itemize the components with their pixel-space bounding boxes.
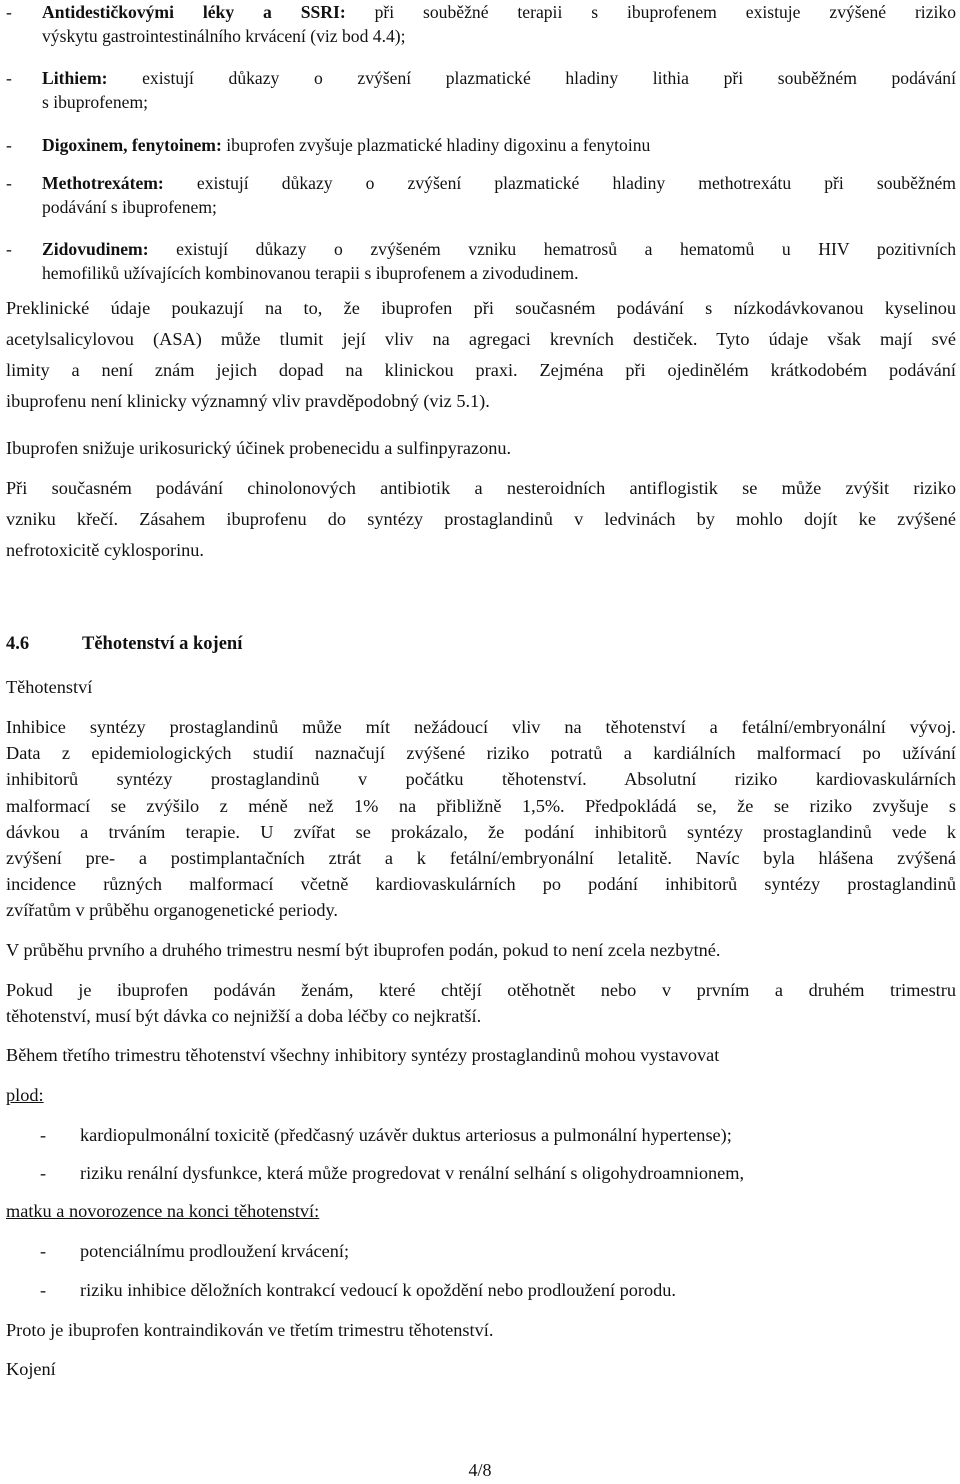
text-line: ibuprofenu není klinicky významný vliv pravděpodobný (viz 5.1). — [6, 391, 490, 411]
paragraph-pregnancy-1 — [6, 714, 956, 924]
text-line: Během třetího trimestru těhotenství všechny inhibitory syntézy prostaglandinů mohou vystavovat — [6, 1045, 720, 1065]
paragraph-contraindication — [6, 1317, 956, 1343]
text-line: zvířatům v průběhu organogenetické periody. — [6, 900, 338, 921]
list-item-text: potenciálnímu prodloužení krvácení; — [80, 1241, 350, 1261]
interaction-item-zidovudine — [6, 237, 956, 285]
text-line: Při současném podávání chinolonových antibiotik a nesteroidních antiflogistik se může zvýšit riziko — [6, 478, 956, 498]
interaction-line: podávání s ibuprofenem; — [42, 197, 217, 217]
text-line: Inhibice syntézy prostaglandinů může mít nežádoucí vliv na těhotenství a fetální/embryonální vývoj. — [6, 717, 956, 737]
text-line: malformací se zvýšilo z méně než 1% na přibližně 1,5%. Předpokládá se, že se riziko zvyšuje s — [6, 795, 956, 816]
subheading-pregnancy — [6, 674, 956, 700]
text-line: acetylsalicylovou (ASA) může tlumit její vliv na agregaci krevních destiček. Tyto údaje však mají své — [6, 329, 956, 349]
text-line: těhotenství, musí být dávka co nejnižší a doba léčby co nejkratší. — [6, 1006, 482, 1026]
label-mother — [6, 1198, 956, 1224]
text-line: vzniku křečí. Zásahem ibuprofenu do syntézy prostaglandinů v ledvinách by mohlo dojít ke zvýšené — [6, 509, 956, 529]
interaction-line — [42, 66, 956, 90]
list-dash: - — [6, 135, 12, 155]
text-line: Preklinické údaje poukazují na to, že ibuprofen při současném podávání s nízkodávkovanou kyselinou — [6, 298, 956, 318]
text-line: zvýšení pre- a postimplantačních ztrát a k fetální/embryonální letalitě. Navíc byla hlášena zvýšená — [6, 848, 956, 869]
interaction-name: Zidovudinem: — [42, 239, 149, 259]
list-dash: - — [6, 173, 12, 193]
interaction-item-methotrexate — [6, 171, 956, 219]
subheading-text: Kojení — [6, 1359, 56, 1379]
interaction-item-digoxin — [6, 133, 956, 157]
text-line: inhibitorů syntézy prostaglandinů v počátku těhotenství. Absolutní riziko kardiovaskulárních — [6, 769, 956, 790]
section-heading — [6, 634, 242, 655]
list-item-text: riziku renální dysfunkce, která může progredovat v renální selhání s oligohydroamnionem, — [80, 1163, 745, 1183]
list-dash: - — [6, 239, 12, 259]
interaction-line: s ibuprofenem; — [42, 92, 149, 112]
text-line: limity a není znám jejich dopad na klinickou praxi. Zejména při ojedinělém krátkodobém podávání — [6, 360, 956, 380]
interaction-name: Digoxinem, fenytoinem: — [42, 135, 222, 155]
paragraph-probenecid — [6, 433, 956, 464]
text-line: Proto je ibuprofen kontraindikován ve třetím trimestru těhotenství. — [6, 1320, 494, 1340]
interaction-line — [42, 237, 956, 261]
interaction-text: při souběžné terapii s ibuprofenem existuje zvýšené riziko — [345, 2, 956, 22]
section-number: 4.6 — [6, 634, 30, 654]
text-line: incidence různých malformací včetně kardiovaskulárních po podání inhibitorů syntézy prostaglandinů — [6, 874, 956, 895]
interaction-text: ibuprofen zvyšuje plazmatické hladiny digoxinu a fenytoinu — [221, 135, 651, 155]
paragraph-quinolone — [6, 473, 956, 566]
interaction-text: existují důkazy o zvýšení plazmatické hladiny lithia při souběžném podávání — [107, 68, 956, 88]
list-dash: - — [40, 1280, 47, 1300]
list-dash: - — [6, 68, 12, 88]
section-title: Těhotenství a kojení — [82, 634, 243, 654]
interaction-text: existují důkazy o zvýšení plazmatické hladiny methotrexátu při souběžném — [163, 173, 956, 193]
interaction-line — [42, 0, 956, 24]
paragraph-third-trimester — [6, 1042, 956, 1068]
subheading-text: Těhotenství — [6, 677, 93, 697]
list-dash: - — [6, 2, 12, 22]
paragraph-pregnancy-2 — [6, 937, 956, 963]
text-line: nefrotoxicitě cyklosporinu. — [6, 540, 204, 560]
mother-label: matku a novorozence na konci těhotenství: — [6, 1201, 320, 1221]
text-line: Ibuprofen snižuje urikosurický účinek probenecidu a sulfinpyrazonu. — [6, 438, 512, 458]
fetus-label: plod: — [6, 1085, 44, 1105]
list-item-text: kardiopulmonální toxicitě (předčasný uzávěr duktus arteriosus a pulmonální hypertense); — [80, 1125, 732, 1145]
list-dash: - — [40, 1125, 47, 1145]
text-line: dávkou a trváním terapie. U zvířat se prokázalo, že podání inhibitorů syntézy prostaglandinů vede k — [6, 821, 956, 842]
interaction-name: Antidestičkovými léky a SSRI: — [42, 2, 346, 22]
interaction-name: Lithiem: — [42, 68, 108, 88]
text-line: Data z epidemiologických studií naznačují zvýšené riziko potratů a kardiálních malformací po užívání — [6, 743, 956, 764]
list-item-text: riziku inhibice děložních kontrakcí vedoucí k opoždění nebo prodloužení porodu. — [80, 1280, 676, 1300]
paragraph-pregnancy-3 — [6, 977, 956, 1029]
interaction-line — [42, 171, 956, 195]
interaction-text: existují důkazy o zvýšeném vzniku hematrosů a hematomů u HIV pozitivních — [148, 239, 956, 259]
paragraph-preclinical — [6, 293, 956, 417]
interaction-line: hemofiliků užívajících kombinovanou terapii s ibuprofenem a zivodudinem. — [42, 263, 579, 283]
interaction-name: Methotrexátem: — [42, 173, 164, 193]
page-number: 4/8 — [468, 1460, 492, 1480]
list-dash: - — [40, 1241, 47, 1261]
subheading-lactation — [6, 1356, 956, 1382]
interaction-line: výskytu gastrointestinálního krvácení (viz bod 4.4); — [42, 26, 406, 46]
interaction-item-ssri — [6, 0, 956, 48]
interaction-line — [42, 133, 956, 157]
text-line: V průběhu prvního a druhého trimestru nesmí být ibuprofen podán, pokud to není zcela nezbytné. — [6, 940, 721, 960]
list-dash: - — [40, 1163, 47, 1183]
interaction-item-lithium — [6, 66, 956, 114]
label-fetus — [6, 1082, 956, 1108]
text-line: Pokud je ibuprofen podáván ženám, které chtějí otěhotnět nebo v prvním a druhém trimestru — [6, 980, 956, 1000]
